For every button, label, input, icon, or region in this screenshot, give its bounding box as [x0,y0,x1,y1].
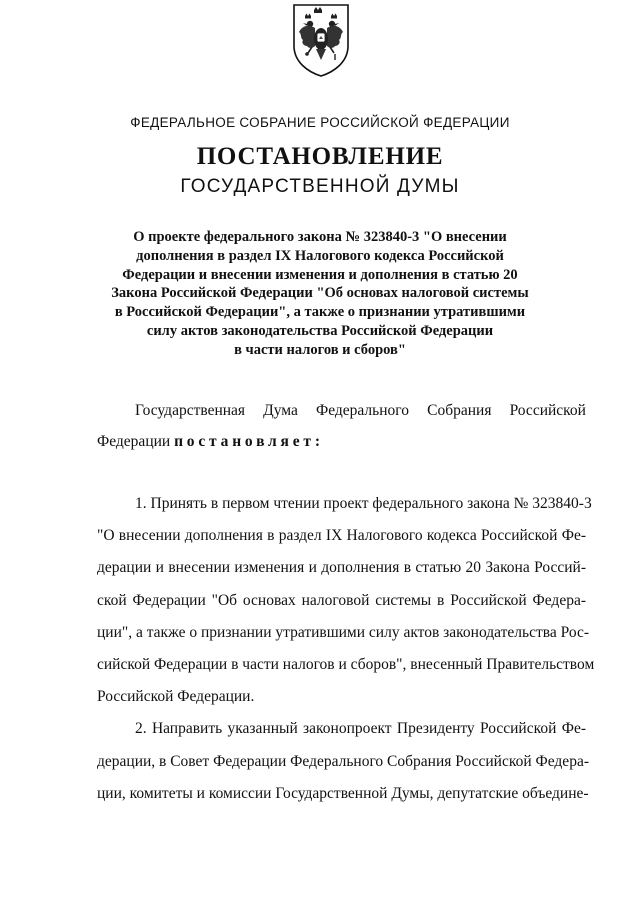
decree-word: постановляет: [174,433,324,450]
preamble-word: Дума [263,402,298,419]
paragraph-line: "О внесении дополнения в раздел IX Налогового кодекса Российской Фе- [97,527,586,545]
preamble-prefix: Федерации [97,433,175,450]
preamble-word: Собрания [427,402,492,419]
resolution-item-2 [97,713,589,810]
paragraph-line: 2. Направить указанный законопроект Президенту Российской Фе- [135,720,586,738]
subject-line: Федерации и внесении изменения и дополнения в статью 20 [122,266,518,283]
paragraph-line: 1. Принять в первом чтении проект федерального закона № 323840-3 [135,495,592,512]
subject-line: в Российской Федерации", а также о признании утратившими [114,304,526,321]
preamble-word: Государственная [135,402,246,419]
paragraph-line: дерации, в Совет Федерации Федерального Собрания Российской Федера- [97,752,589,770]
paragraph-line: ции", а также о признании утратившими силу актов законодательства Рос- [97,623,590,641]
preamble-word: Федерального [315,402,410,419]
subject-line: О проекте федерального закона № 323840-3 "О внесении [133,229,507,245]
preamble-line [97,395,586,426]
preamble-word: Российской [509,402,586,419]
preamble-paragraph [97,395,586,457]
resolution-item-1 [97,488,595,713]
document-type-title: ПОСТАНОВЛЕНИЕ [196,143,444,170]
resolution-subject [100,228,540,360]
issuer-heading: ГОСУДАРСТВЕННОЙ ДУМЫ [180,176,460,197]
subject-line: дополнения в раздел IX Налогового кодекса Российской [136,247,504,264]
paragraph-line: сийской Федерации в части налогов и сборов", внесенный Правительством [97,656,595,674]
subject-line: силу актов законодательства Российской Федерации [146,322,494,339]
paragraph-line: дерации и внесении изменения и дополнения в статью 20 Закона Россий- [97,559,586,577]
resolution-items [97,488,595,810]
paragraph-line: ской Федерации "Об основах налоговой системы в Российской Федера- [97,591,586,609]
federal-assembly-heading: ФЕДЕРАЛЬНОЕ СОБРАНИЕ РОССИЙСКОЙ ФЕДЕРАЦИИ [130,115,510,130]
paragraph-line: ции, комитеты и комиссии Государственной Думы, депутатские объедине- [97,784,589,802]
subject-line: в части налогов и сборов" [234,341,406,358]
double-headed-eagle-emblem-icon [290,2,352,78]
preamble-line [97,426,586,457]
paragraph-line: Российской Федерации. [97,688,255,706]
subject-line: Закона Российской Федерации "Об основах налоговой системы [111,285,529,302]
